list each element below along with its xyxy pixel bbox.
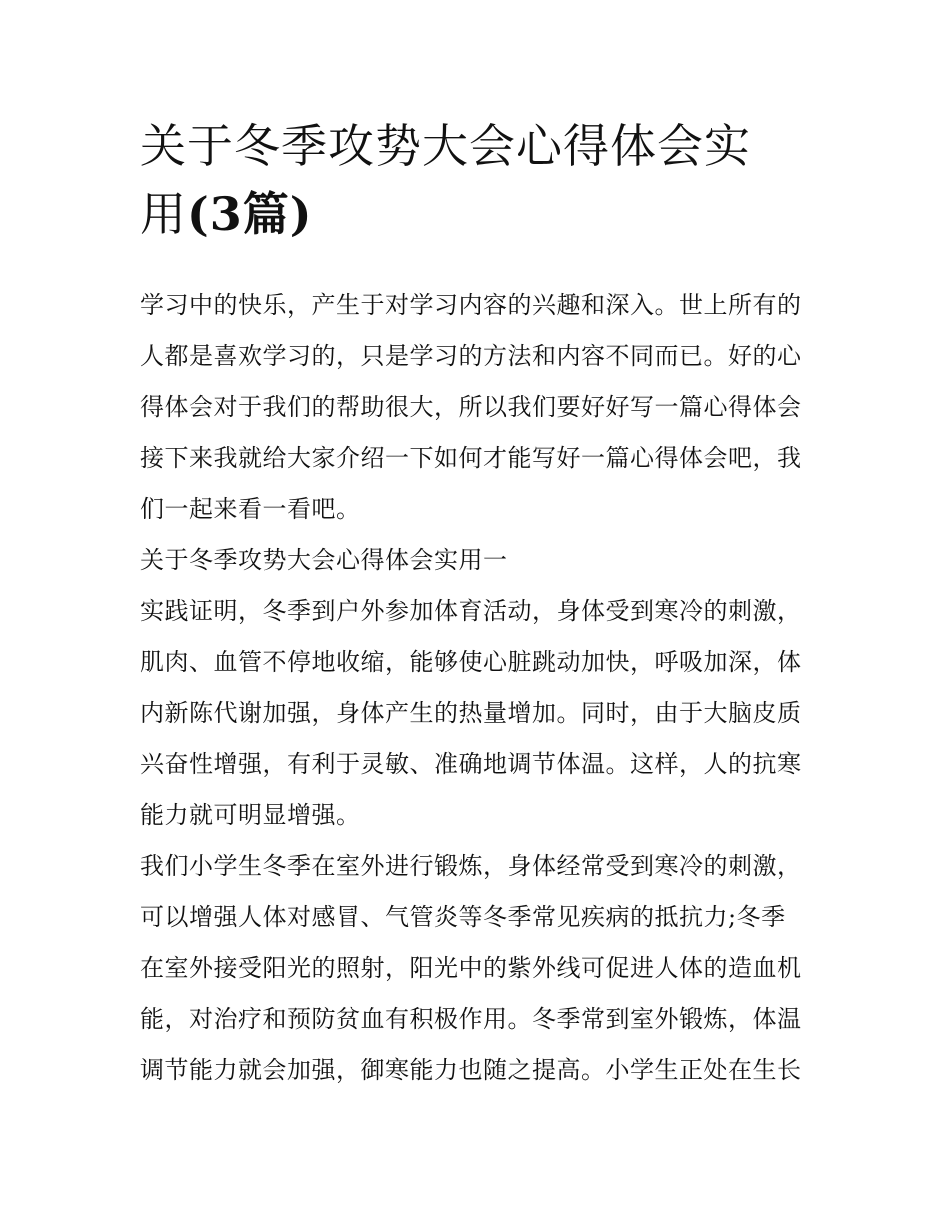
text-line: 能力就可明显增强。 xyxy=(140,801,361,829)
text-line: 人都是喜欢学习的，只是学习的方法和内容不同而已。好的心 xyxy=(140,342,802,370)
title-line-1: 关于冬季攻势大会心得体会实 xyxy=(140,119,751,173)
text-line: 得体会对于我们的帮助很大，所以我们要好好写一篇心得体会 xyxy=(140,393,802,421)
section-heading: 关于冬季攻势大会心得体会实用一 xyxy=(140,546,508,574)
text-line: 我们小学生冬季在室外进行锻炼，身体经常受到寒冷的刺激， xyxy=(140,852,802,880)
text-line: 能，对治疗和预防贫血有积极作用。冬季常到室外锻炼，体温 xyxy=(140,1005,802,1033)
text-line: 调节能力就会加强，御寒能力也随之提高。小学生正处在生长 xyxy=(140,1056,802,1084)
text-line: 学习中的快乐，产生于对学习内容的兴趣和深入。世上所有的 xyxy=(140,291,802,319)
document-title xyxy=(140,112,812,248)
text-line: 兴奋性增强，有利于灵敏、准确地调节体温。这样，人的抗寒 xyxy=(140,750,802,778)
text-line: 接下来我就给大家介绍一下如何才能写好一篇心得体会吧，我 xyxy=(140,444,802,472)
text-line: 们一起来看一看吧。 xyxy=(140,495,361,523)
title-line-2-suffix: (3篇) xyxy=(187,187,313,241)
text-line: 肌肉、血管不停地收缩，能够使心脏跳动加快，呼吸加深，体 xyxy=(140,648,802,676)
title-line-2-prefix: 用 xyxy=(140,187,187,241)
body-text xyxy=(140,280,812,1096)
document-content xyxy=(140,112,812,1096)
text-line: 实践证明，冬季到户外参加体育活动，身体受到寒冷的刺激， xyxy=(140,597,802,625)
text-line: 在室外接受阳光的照射，阳光中的紫外线可促进人体的造血机 xyxy=(140,954,802,982)
text-line: 内新陈代谢加强，身体产生的热量增加。同时，由于大脑皮质 xyxy=(140,699,802,727)
text-line: 可以增强人体对感冒、气管炎等冬季常见疾病的抵抗力;冬季 xyxy=(140,903,786,931)
